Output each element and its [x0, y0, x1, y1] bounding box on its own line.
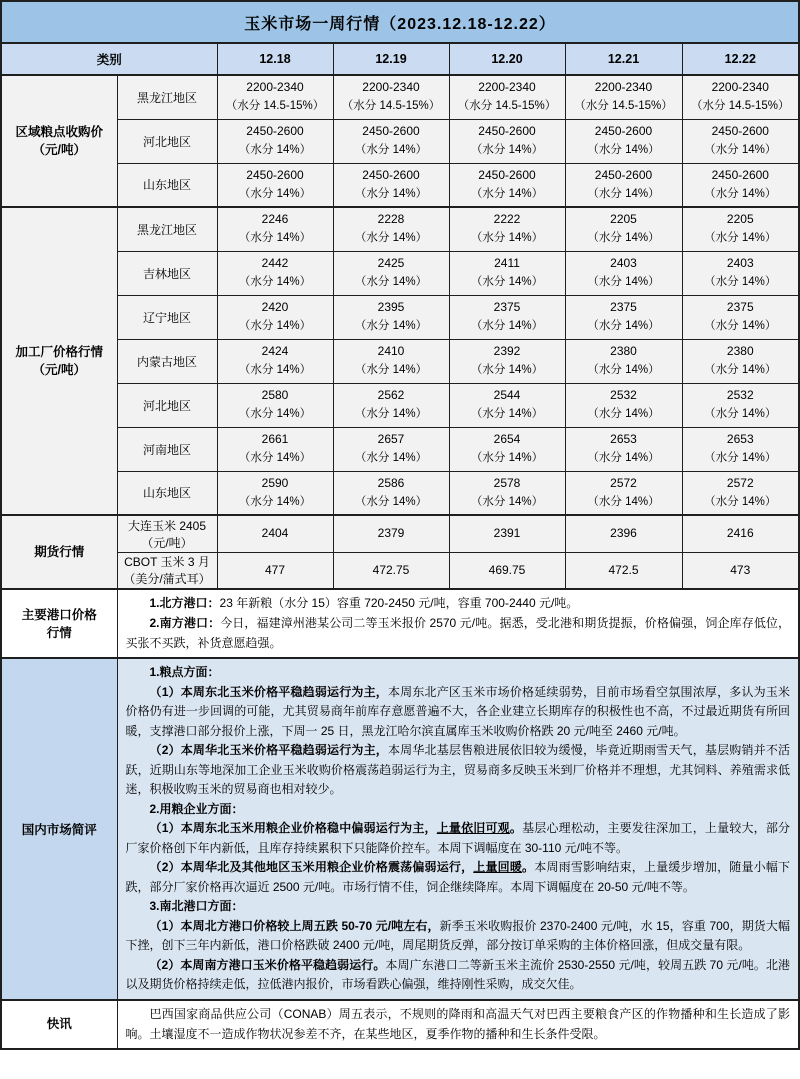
- futures-contract-label: CBOT 玉米 3 月 （美分/蒲式耳）: [117, 552, 217, 589]
- commentary-paragraph: 2.用粮企业方面：: [149, 801, 244, 816]
- region-label: 山东地区: [117, 471, 217, 515]
- ports-commentary: [117, 589, 799, 658]
- region-label: 河北地区: [117, 119, 217, 163]
- price-cell: 2375 （水分 14%）: [682, 295, 799, 339]
- section-label-ports: 主要港口价格 行情: [1, 589, 117, 658]
- price-cell: 473: [682, 552, 799, 589]
- price-cell: 2380 （水分 14%）: [565, 339, 682, 383]
- price-cell: 2653 （水分 14%）: [682, 427, 799, 471]
- price-cell: 2200-2340 （水分 14.5-15%）: [333, 75, 449, 119]
- price-cell: 2424 （水分 14%）: [217, 339, 333, 383]
- price-cell: 2380 （水分 14%）: [682, 339, 799, 383]
- section-label-processing: 加工厂价格行情 （元/吨）: [1, 207, 117, 515]
- table-row: [1, 119, 799, 163]
- region-label: 黑龙江地区: [117, 75, 217, 119]
- table-row: [1, 163, 799, 207]
- table-row: [1, 1000, 799, 1049]
- price-cell: 2200-2340 （水分 14.5-15%）: [217, 75, 333, 119]
- price-cell: 2450-2600 （水分 14%）: [565, 163, 682, 207]
- date-column-header: 12.21: [565, 43, 682, 75]
- price-cell: 472.5: [565, 552, 682, 589]
- table-row: [1, 75, 799, 119]
- commentary-paragraph: 3.南北港口方面：: [149, 899, 244, 913]
- table-row: [1, 207, 799, 251]
- price-cell: 2590 （水分 14%）: [217, 471, 333, 515]
- region-label: 河南地区: [117, 427, 217, 471]
- price-cell: 2410 （水分 14%）: [333, 339, 449, 383]
- port-paragraph: 1.北方港口：23 年新粮（水分 15）容重 720-2450 元/吨，容重 700-2440 元/吨。: [149, 596, 579, 610]
- region-label: 黑龙江地区: [117, 207, 217, 251]
- price-cell: 2578 （水分 14%）: [449, 471, 565, 515]
- price-cell: 2420 （水分 14%）: [217, 295, 333, 339]
- price-cell: 2396: [565, 515, 682, 552]
- price-cell: 2450-2600 （水分 14%）: [449, 163, 565, 207]
- price-cell: 2657 （水分 14%）: [333, 427, 449, 471]
- commentary-paragraph: （2）本周华北玉米价格平稳趋弱运行为主，本周华北基层售粮进展依旧较为缓慢，毕竟近期雨雪天气，基层购销并不活跃，近期山东等地深加工企业玉米收购价格震荡趋弱运行为主，贸易商多反映玉米到厂价格并不理想，尤其饲料、养殖需求低迷，积极收购玉米的贸易商也相对较少。: [125, 743, 791, 796]
- price-cell: 2544 （水分 14%）: [449, 383, 565, 427]
- price-cell: 2653 （水分 14%）: [565, 427, 682, 471]
- price-cell: 2572 （水分 14%）: [682, 471, 799, 515]
- commentary-paragraph: （2）本周华北及其他地区玉米用粮企业价格震荡偏弱运行，上量回暖。本周雨雪影响结束，上量缓步增加，随量小幅下跌，部分厂家价格再次逼近 2500 元/吨。市场行情不佳，饲企继续降库。本周下调幅度在 20-50 元/吨不等。: [125, 860, 791, 894]
- futures-contract-label: 大连玉米 2405 （元/吨）: [117, 515, 217, 552]
- price-cell: 2416: [682, 515, 799, 552]
- price-cell: 2572 （水分 14%）: [565, 471, 682, 515]
- date-column-header: 12.20: [449, 43, 565, 75]
- price-cell: 2395 （水分 14%）: [333, 295, 449, 339]
- price-cell: 2532 （水分 14%）: [565, 383, 682, 427]
- region-label: 内蒙古地区: [117, 339, 217, 383]
- commentary-paragraph: 1.粮点方面：: [149, 665, 220, 679]
- price-cell: 2246 （水分 14%）: [217, 207, 333, 251]
- table-row: [1, 295, 799, 339]
- commentary-paragraph: （1）本周东北玉米用粮企业价格稳中偏弱运行为主，上量依旧可观。基层心理松动，主要发往深加工，上量较大，部分厂家价格创下年内新低，且库存持续累积下只能降价控车。本周下调幅度在 30-110 元/吨不等。: [125, 821, 791, 855]
- price-cell: 2450-2600 （水分 14%）: [217, 163, 333, 207]
- price-cell: 2654 （水分 14%）: [449, 427, 565, 471]
- table-row: [1, 383, 799, 427]
- news-paragraph: 巴西国家商品供应公司（CONAB）周五表示，不规则的降雨和高温天气对巴西主要粮食产区的作物播种和生长造成了影响。土壤湿度不一造成作物状况参差不齐，在某些地区，夏季作物的播种和生长条件受限。: [125, 1006, 791, 1041]
- date-column-header: 12.22: [682, 43, 799, 75]
- price-cell: 2661 （水分 14%）: [217, 427, 333, 471]
- price-cell: 2403 （水分 14%）: [565, 251, 682, 295]
- region-label: 辽宁地区: [117, 295, 217, 339]
- section-label-commentary: 国内市场简评: [1, 658, 117, 1000]
- price-cell: 2391: [449, 515, 565, 552]
- price-cell: 469.75: [449, 552, 565, 589]
- price-cell: 2450-2600 （水分 14%）: [682, 163, 799, 207]
- table-row: [1, 589, 799, 658]
- price-cell: 2228 （水分 14%）: [333, 207, 449, 251]
- price-cell: 2450-2600 （水分 14%）: [217, 119, 333, 163]
- news-flash: [117, 1000, 799, 1049]
- region-label: 河北地区: [117, 383, 217, 427]
- section-label-futures: 期货行情: [1, 515, 117, 589]
- price-cell: 2580 （水分 14%）: [217, 383, 333, 427]
- price-cell: 2379: [333, 515, 449, 552]
- price-cell: 2532 （水分 14%）: [682, 383, 799, 427]
- page-title: 玉米市场一周行情（2023.12.18-12.22）: [1, 1, 799, 43]
- table-row: [1, 339, 799, 383]
- price-cell: 472.75: [333, 552, 449, 589]
- price-cell: 2450-2600 （水分 14%）: [682, 119, 799, 163]
- price-cell: 2200-2340 （水分 14.5-15%）: [565, 75, 682, 119]
- price-cell: 2450-2600 （水分 14%）: [333, 119, 449, 163]
- date-column-header: 12.18: [217, 43, 333, 75]
- market-commentary: [117, 658, 799, 1000]
- table-row: [1, 251, 799, 295]
- section-label-region-purchase: 区域粮点收购价 （元/吨）: [1, 75, 117, 207]
- commentary-paragraph: （1）本周东北玉米价格平稳趋弱运行为主，本周东北产区玉米市场价格延续弱势，目前市场看空氛围浓厚，多认为玉米价格仍有进一步回调的可能，尤其贸易商年前库存意愿普遍不大，各企业建立长期库存的积极性也不高，不过最近期货有所回暖，支撑港口部分报价上涨，下周一 25 日，黑龙江哈尔滨直属库玉米收购价格跌 20 元/吨至 2460 元/吨。: [125, 684, 791, 738]
- table-row: [1, 427, 799, 471]
- commentary-paragraph: （2）本周南方港口玉米价格平稳趋弱运行。本周广东港口二等新玉米主流价 2530-2550 元/吨，较周五跌 70 元/吨。北港以及期货价格持续走低，拉低港内报价，市场看跌心偏强，维持刚性采购，成交欠佳。: [125, 957, 791, 991]
- price-cell: 2404: [217, 515, 333, 552]
- table-row: [1, 552, 799, 589]
- price-cell: 2392 （水分 14%）: [449, 339, 565, 383]
- price-cell: 2200-2340 （水分 14.5-15%）: [449, 75, 565, 119]
- price-cell: 2205 （水分 14%）: [682, 207, 799, 251]
- table-row: [1, 515, 799, 552]
- table-row: [1, 471, 799, 515]
- price-cell: 2450-2600 （水分 14%）: [449, 119, 565, 163]
- price-cell: 2425 （水分 14%）: [333, 251, 449, 295]
- price-cell: 2403 （水分 14%）: [682, 251, 799, 295]
- commentary-paragraph: （1）本周北方港口价格较上周五跌 50-70 元/吨左右，新季玉米收购报价 2370-2400 元/吨，水 15，容重 700，期货大幅下挫，创下三年内新低，港口价格跌破 2400 元/吨，周尾期货反弹，部分按订单采购的主体价格回涨，但成交量有限。: [125, 918, 791, 952]
- price-cell: 2562 （水分 14%）: [333, 383, 449, 427]
- price-cell: 2442 （水分 14%）: [217, 251, 333, 295]
- price-cell: 2450-2600 （水分 14%）: [565, 119, 682, 163]
- date-column-header: 12.19: [333, 43, 449, 75]
- category-header: 类别: [1, 43, 217, 75]
- region-label: 吉林地区: [117, 251, 217, 295]
- price-cell: 2205 （水分 14%）: [565, 207, 682, 251]
- port-paragraph: 2.南方港口：今日，福建漳州港某公司二等玉米报价 2570 元/吨。据悉，受北港和期货提振，价格偏强，饲企库存低位，买张不买跌，补货意愿趋强。: [125, 616, 791, 650]
- price-cell: 2411 （水分 14%）: [449, 251, 565, 295]
- price-cell: 2450-2600 （水分 14%）: [333, 163, 449, 207]
- price-cell: 2222 （水分 14%）: [449, 207, 565, 251]
- price-cell: 2375 （水分 14%）: [449, 295, 565, 339]
- table-row: [1, 658, 799, 1000]
- region-label: 山东地区: [117, 163, 217, 207]
- price-cell: 2375 （水分 14%）: [565, 295, 682, 339]
- section-label-news: 快讯: [1, 1000, 117, 1049]
- price-cell: 2586 （水分 14%）: [333, 471, 449, 515]
- price-cell: 477: [217, 552, 333, 589]
- price-cell: 2200-2340 （水分 14.5-15%）: [682, 75, 799, 119]
